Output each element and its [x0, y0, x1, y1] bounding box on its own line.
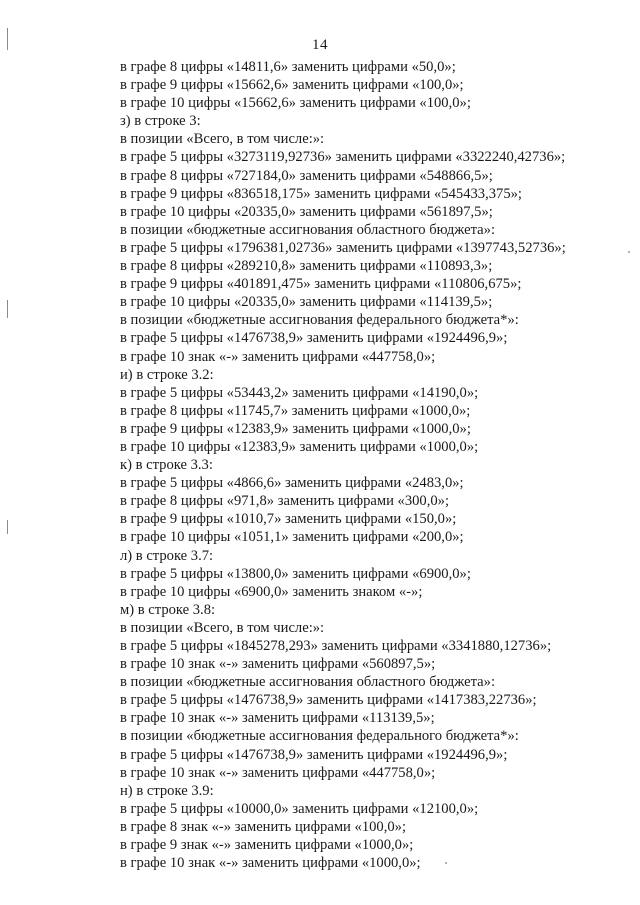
text-line: в графе 10 знак «-» заменить цифрами «447758,0»;	[120, 348, 436, 365]
position-heading: в позиции «бюджетные ассигнования федерального бюджета*»:	[120, 312, 519, 329]
text-line: в графе 8 знак «-» заменить цифрами «100,0»;	[120, 818, 407, 835]
text-line: в графе 9 цифры «12383,9» заменить цифрами «1000,0»;	[120, 420, 471, 437]
section-heading: л) в строке 3.7:	[120, 547, 214, 564]
text-line: в графе 10 знак «-» заменить цифрами «1000,0»;	[120, 855, 421, 872]
section-heading: и) в строке 3.2:	[120, 366, 214, 383]
text-line: в графе 5 цифры «1845278,293» заменить цифрами «3341880,12736»;	[120, 638, 552, 654]
text-line: в графе 5 цифры «1476738,9» заменить цифрами «1417383,22736»;	[120, 692, 537, 709]
text-line: в графе 8 цифры «727184,0» заменить цифрами «548866,5»;	[120, 167, 493, 184]
text-line: в графе 9 знак «-» заменить цифрами «1000,0»;	[120, 837, 414, 854]
position-heading: в позиции «бюджетные ассигнования областного бюджета»:	[120, 674, 495, 691]
section-heading: м) в строке 3.8:	[120, 601, 216, 618]
page-number: 14	[312, 37, 328, 53]
text-line: в графе 5 цифры «1476738,9» заменить цифрами «1924496,9»;	[120, 330, 508, 347]
text-line: в графе 10 знак «-» заменить цифрами «113139,5»;	[120, 710, 435, 727]
text-line: в графе 5 цифры «1476738,9» заменить цифрами «1924496,9»;	[120, 746, 508, 763]
text-line: в графе 5 цифры «13800,0» заменить цифрами «6900,0»;	[120, 565, 471, 582]
text-line: в графе 5 цифры «4866,6» заменить цифрами «2483,0»;	[120, 475, 464, 492]
section-heading: н) в строке 3.9:	[120, 782, 214, 799]
position-heading: в позиции «бюджетные ассигнования федерального бюджета*»:	[120, 728, 519, 745]
section-heading: з) в строке 3:	[120, 113, 201, 130]
text-line: в графе 9 цифры «836518,175» заменить цифрами «545433,375»;	[120, 185, 522, 202]
document-body	[120, 58, 620, 872]
text-line: в графе 8 цифры «289210,8» заменить цифрами «110893,3»;	[120, 258, 493, 275]
text-line: в графе 10 цифры «20335,0» заменить цифрами «114139,5»;	[120, 294, 493, 311]
text-line: в графе 10 цифры «20335,0» заменить цифрами «561897,5»;	[120, 203, 493, 220]
scan-edge-mark-middle	[7, 300, 8, 318]
position-heading: в позиции «бюджетные ассигнования областного бюджета»:	[120, 221, 495, 238]
text-line: в графе 5 цифры «1796381,02736» заменить цифрами «1397743,52736»;	[120, 239, 566, 256]
text-line: в графе 9 цифры «15662,6» заменить цифрами «100,0»;	[120, 77, 464, 94]
position-heading: в позиции «Всего, в том числе:»:	[120, 131, 325, 148]
text-line: в графе 10 знак «-» заменить цифрами «447758,0»;	[120, 764, 436, 781]
text-line: в графе 10 цифры «12383,9» заменить цифрами «1000,0»;	[120, 438, 479, 455]
text-line: в графе 5 цифры «10000,0» заменить цифрами «12100,0»;	[120, 800, 479, 817]
text-line: в графе 10 цифры «1051,1» заменить цифрами «200,0»;	[120, 529, 464, 546]
text-line: в графе 10 знак «-» заменить цифрами «560897,5»;	[120, 656, 436, 673]
section-heading: к) в строке 3.3:	[120, 457, 213, 474]
text-line: в графе 9 цифры «1010,7» заменить цифрами «150,0»;	[120, 511, 457, 528]
text-line: в графе 10 цифры «15662,6» заменить цифрами «100,0»;	[120, 95, 471, 112]
scan-speck	[628, 251, 630, 253]
scan-edge-mark-lower	[7, 520, 8, 534]
text-line: в графе 8 цифры «11745,7» заменить цифрами «1000,0»;	[120, 402, 471, 419]
text-line: в графе 5 цифры «3273119,92736» заменить цифрами «3322240,42736»;	[120, 149, 566, 166]
text-line: в графе 8 цифры «971,8» заменить цифрами «300,0»;	[120, 493, 450, 510]
text-line: в графе 10 цифры «6900,0» заменить знаком «-»;	[120, 583, 423, 600]
text-line: в графе 9 цифры «401891,475» заменить цифрами «110806,675»;	[120, 276, 522, 293]
position-heading: в позиции «Всего, в том числе:»:	[120, 619, 325, 636]
text-line: в графе 5 цифры «53443,2» заменить цифрами «14190,0»;	[120, 384, 479, 401]
text-line: в графе 8 цифры «14811,6» заменить цифрами «50,0»;	[120, 59, 456, 75]
